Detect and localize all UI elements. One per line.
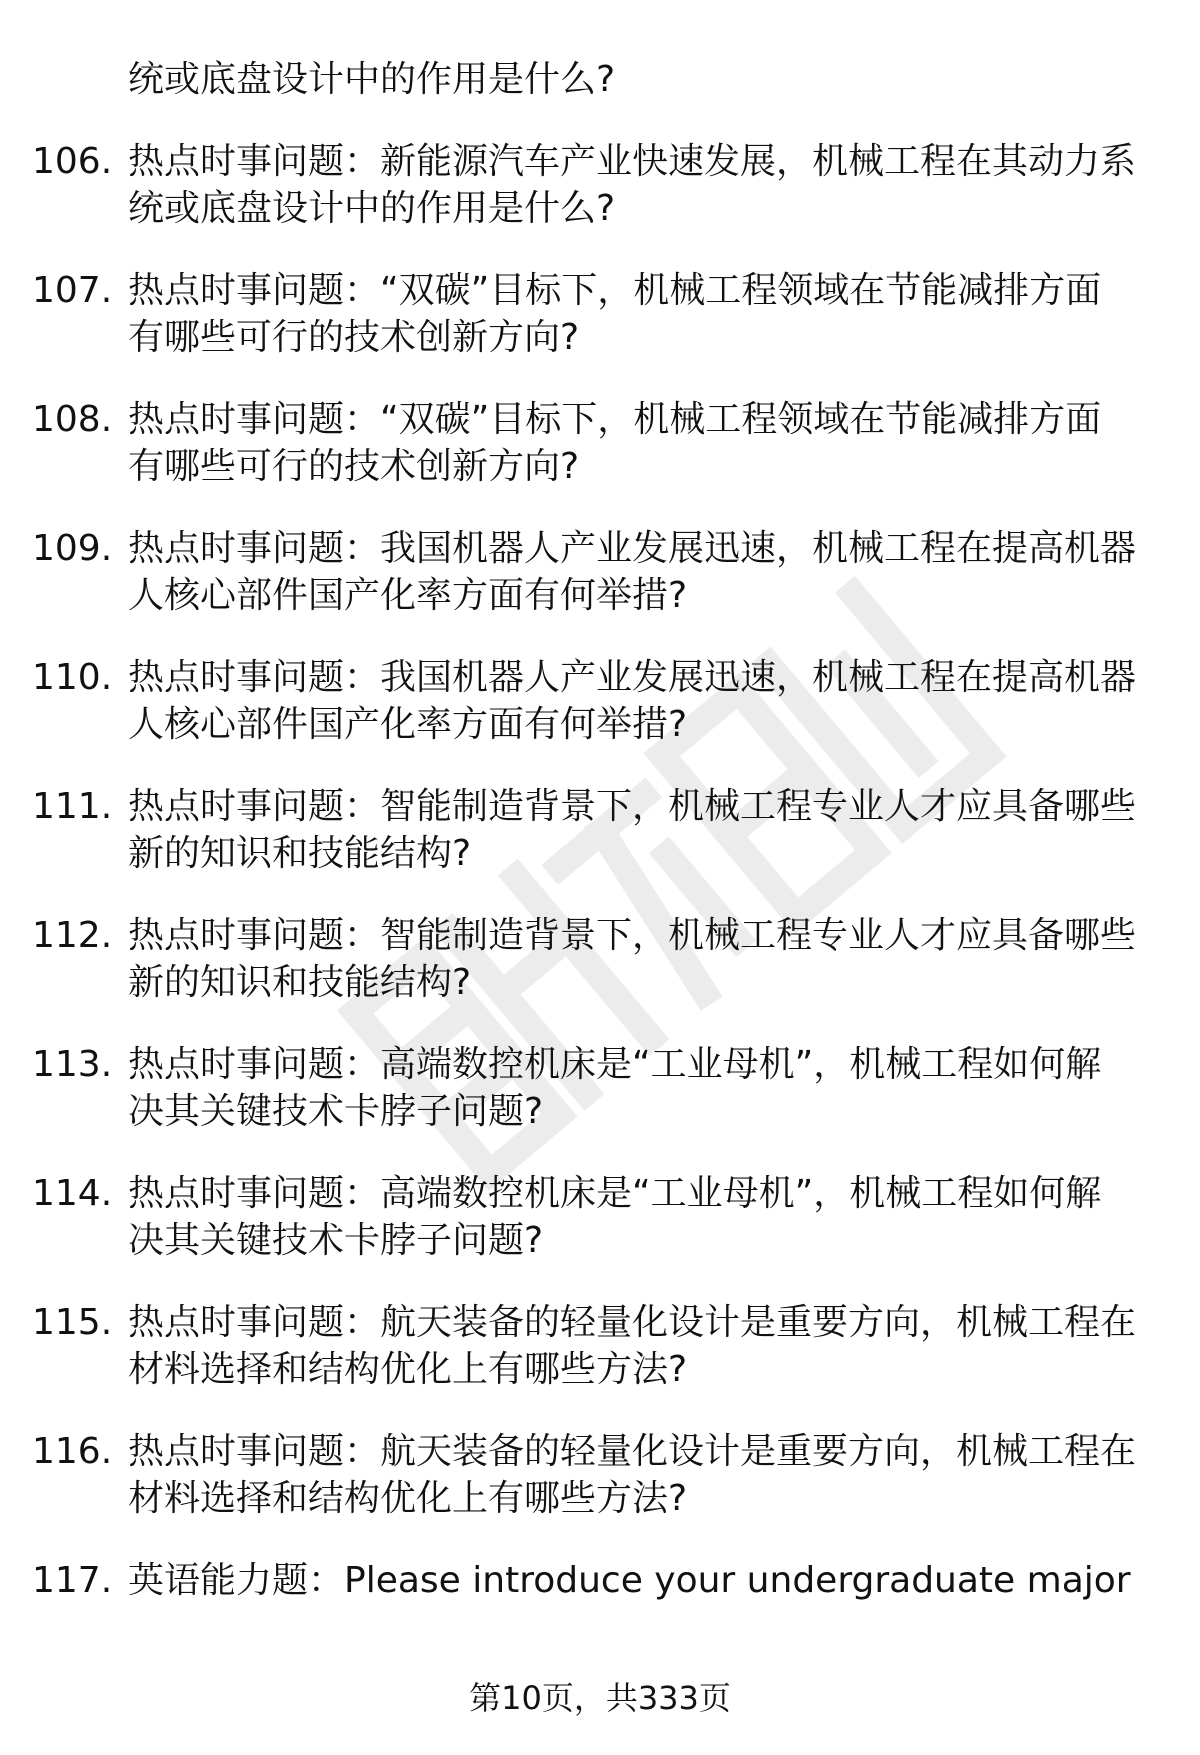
question-line: 有哪些可行的技术创新方向? <box>128 446 580 487</box>
continued-question-line: 统或底盘设计中的作用是什么? <box>128 59 616 100</box>
question-line: 人核心部件国产化率方面有何举措? <box>128 575 688 616</box>
question-number: 112. <box>32 915 113 956</box>
question-item <box>0 396 1200 490</box>
question-text <box>128 1428 1138 1522</box>
question-line: 新的知识和技能结构? <box>128 833 472 874</box>
question-line: 热点时事问题：我国机器人产业发展迅速，机械工程在提高机器 <box>128 657 1137 698</box>
question-line: 人核心部件国产化率方面有何举措? <box>128 704 688 745</box>
question-number: 113. <box>32 1044 113 1085</box>
question-line: 有哪些可行的技术创新方向? <box>128 317 580 358</box>
question-item <box>0 138 1200 232</box>
question-line: 热点时事问题：“双碳”目标下，机械工程领域在节能减排方面 <box>128 399 1102 440</box>
question-item <box>0 267 1200 361</box>
question-text <box>128 654 1138 748</box>
question-line: 热点时事问题：“双碳”目标下，机械工程领域在节能减排方面 <box>128 270 1102 311</box>
question-number: 111. <box>32 786 113 827</box>
question-text <box>128 912 1138 1006</box>
question-line: 热点时事问题：航天装备的轻量化设计是重要方向，机械工程在 <box>128 1302 1137 1343</box>
page-footer: 第10页，共333页 <box>469 1679 731 1717</box>
question-line: 英语能力题：Please introduce your undergraduate major <box>128 1560 1131 1601</box>
question-text <box>128 1557 1138 1604</box>
question-line: 热点时事问题：高端数控机床是“工业母机”，机械工程如何解 <box>128 1173 1102 1214</box>
question-line: 热点时事问题：我国机器人产业发展迅速，机械工程在提高机器 <box>128 528 1137 569</box>
question-number: 109. <box>32 528 113 569</box>
question-text <box>128 138 1138 232</box>
question-number: 106. <box>32 141 113 182</box>
question-number: 117. <box>32 1560 113 1601</box>
question-list <box>0 56 1200 1639</box>
question-item <box>0 1557 1200 1604</box>
question-number: 108. <box>32 399 113 440</box>
question-item <box>0 525 1200 619</box>
question-line: 材料选择和结构优化上有哪些方法? <box>128 1349 688 1390</box>
question-item <box>0 783 1200 877</box>
question-text <box>128 1041 1138 1135</box>
question-text <box>128 1299 1138 1393</box>
question-text <box>128 1170 1138 1264</box>
question-item <box>0 1041 1200 1135</box>
question-text <box>128 783 1138 877</box>
question-item <box>0 1428 1200 1522</box>
question-number: 116. <box>32 1431 113 1472</box>
question-item <box>0 1299 1200 1393</box>
question-line: 热点时事问题：新能源汽车产业快速发展，机械工程在其动力系 <box>128 141 1137 182</box>
question-line: 热点时事问题：航天装备的轻量化设计是重要方向，机械工程在 <box>128 1431 1137 1472</box>
question-text <box>128 267 1138 361</box>
question-line: 热点时事问题：智能制造背景下，机械工程专业人才应具备哪些 <box>128 786 1137 827</box>
question-line: 材料选择和结构优化上有哪些方法? <box>128 1478 688 1519</box>
question-line: 决其关键技术卡脖子问题? <box>128 1220 544 1261</box>
question-line: 统或底盘设计中的作用是什么? <box>128 188 616 229</box>
question-number: 115. <box>32 1302 113 1343</box>
question-item <box>0 654 1200 748</box>
question-text <box>128 525 1138 619</box>
question-number: 110. <box>32 657 113 698</box>
question-item <box>0 912 1200 1006</box>
question-number: 114. <box>32 1173 113 1214</box>
question-item <box>0 1170 1200 1264</box>
question-text <box>128 396 1138 490</box>
question-line: 新的知识和技能结构? <box>128 962 472 1003</box>
question-number: 107. <box>32 270 113 311</box>
question-line: 决其关键技术卡脖子问题? <box>128 1091 544 1132</box>
question-line: 热点时事问题：智能制造背景下，机械工程专业人才应具备哪些 <box>128 915 1137 956</box>
question-line: 热点时事问题：高端数控机床是“工业母机”，机械工程如何解 <box>128 1044 1102 1085</box>
